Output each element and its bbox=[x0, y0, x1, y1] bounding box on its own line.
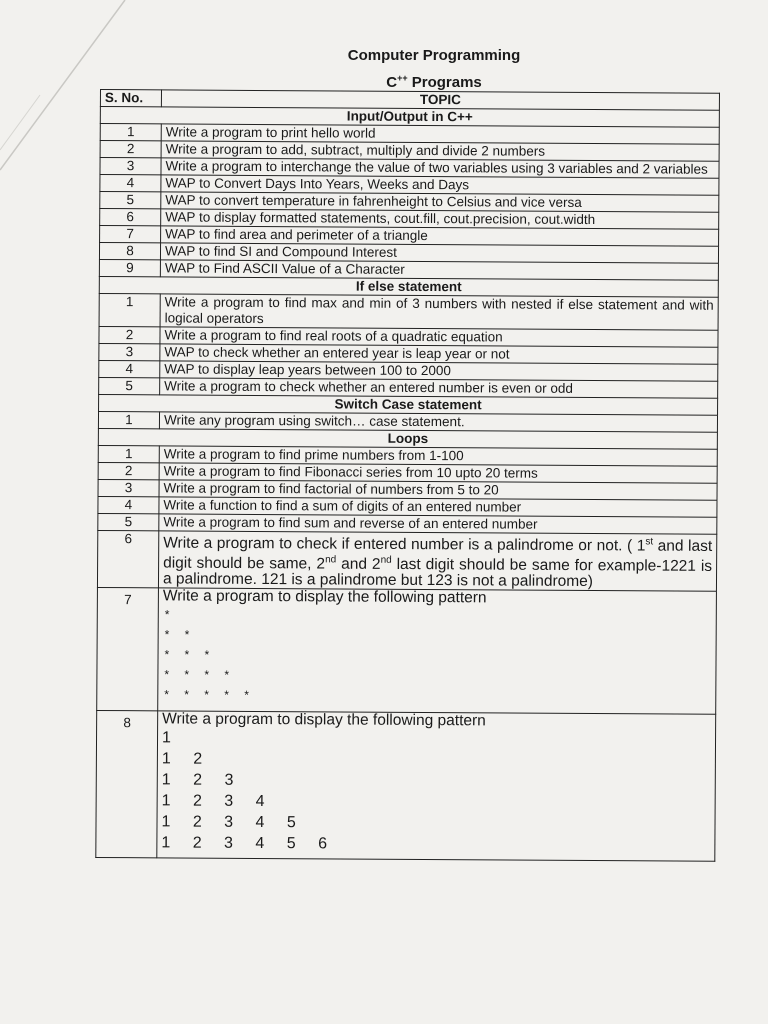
topic-text: WAP to Convert Days Into Years, Weeks and Days bbox=[165, 175, 470, 193]
row-topic bbox=[158, 588, 717, 714]
row-number: 1 bbox=[99, 293, 160, 326]
row-number: 7 bbox=[100, 226, 161, 243]
pattern-line: * * * bbox=[164, 647, 216, 663]
topic-text: Write a program to print hello world bbox=[165, 124, 376, 141]
row-number: 6 bbox=[97, 530, 158, 588]
row-number: 8 bbox=[96, 711, 158, 858]
topic-text: WAP to display formatted statements, cout.fill, cout.precision, cout.width bbox=[165, 209, 596, 228]
document-title: Computer Programming bbox=[347, 47, 521, 64]
row-number: 3 bbox=[98, 479, 159, 496]
pattern-line: 1 2 3 4 bbox=[161, 792, 271, 811]
topic-text: Write a program to add, subtract, multiply and divide 2 numbers bbox=[165, 141, 546, 159]
row-topic: Write a program to check if entered number is a palindrome or not. ( 1st and last digit should be same, 2nd and 2nd last digit should be same for example-1221 is a palindrome. 121 is a palindrome but 123 is not a palindrome) bbox=[158, 531, 716, 592]
row-topic bbox=[160, 294, 718, 330]
topic-text: WAP to convert temperature in fahrenheight to Celsius and vice versa bbox=[165, 192, 582, 210]
row-number: 1 bbox=[98, 445, 159, 462]
topic-text: WAP to find area and perimeter of a triangle bbox=[165, 226, 428, 244]
row-number: 3 bbox=[99, 343, 160, 360]
topic-text: Write a program to interchange the value of two variables using 3 variables and 2 variables bbox=[165, 158, 708, 177]
row-number: 7 bbox=[97, 588, 159, 711]
section-title: If else statement bbox=[99, 276, 718, 297]
topic-text: Write a program to check whether an entered number is even or odd bbox=[164, 378, 573, 396]
pattern-line: * bbox=[164, 607, 176, 622]
topic-text: Write a program to display the following pattern bbox=[162, 710, 486, 730]
topic-text: Write a function to find a sum of digits of an entered number bbox=[163, 497, 522, 515]
section-title: Switch Case statement bbox=[99, 394, 718, 415]
document-subtitle: C++ Programs bbox=[386, 73, 482, 91]
topic-text: Write a program to find real roots of a quadratic equation bbox=[164, 327, 503, 345]
row-number: 1 bbox=[100, 124, 161, 141]
pattern-line: 1 2 3 4 5 bbox=[161, 813, 302, 832]
pattern-line: 1 2 3 4 5 6 bbox=[161, 834, 334, 853]
number-pattern bbox=[161, 728, 711, 861]
topic-text: Write a program to find prime numbers from 1-100 bbox=[163, 446, 464, 464]
row-number: 1 bbox=[98, 411, 159, 428]
row-number: 6 bbox=[100, 209, 161, 226]
section-title: Input/Output in C++ bbox=[100, 107, 719, 128]
row-number: 3 bbox=[100, 158, 161, 175]
topic-text: WAP to Find ASCII Value of a Character bbox=[164, 260, 405, 277]
topic-text: WAP to display leap years between 100 to 2000 bbox=[164, 361, 452, 379]
row-number: 5 bbox=[98, 513, 159, 530]
row-number: 2 bbox=[99, 326, 160, 343]
topic-text: Write any program using switch… case statement. bbox=[163, 412, 465, 430]
pattern-line: * * * * bbox=[164, 667, 236, 683]
star-pattern bbox=[162, 605, 712, 714]
row-number: 4 bbox=[100, 175, 161, 192]
header-topic: TOPIC bbox=[161, 90, 719, 110]
row-number: 5 bbox=[100, 192, 161, 209]
pattern-line: * * bbox=[164, 627, 196, 642]
pattern-line: 1 bbox=[161, 729, 177, 747]
pattern-line: 1 2 3 bbox=[161, 771, 240, 790]
row-topic bbox=[157, 711, 716, 861]
row-number: 2 bbox=[98, 462, 159, 479]
topic-text: Write a program to find Fibonacci series from 10 upto 20 terms bbox=[163, 463, 538, 481]
pattern-line: 1 2 bbox=[161, 750, 209, 768]
row-number: 2 bbox=[100, 141, 161, 158]
row-number: 4 bbox=[98, 496, 159, 513]
header-sno: S. No. bbox=[100, 90, 161, 107]
section-title: Loops bbox=[98, 428, 717, 449]
topic-text: Write a program to display the following pattern bbox=[162, 587, 487, 607]
topic-text: Write a program to find sum and reverse of an entered number bbox=[163, 514, 538, 532]
row-number: 5 bbox=[99, 377, 160, 394]
programs-table bbox=[95, 89, 720, 862]
row-number: 4 bbox=[99, 360, 160, 377]
table-row bbox=[97, 530, 716, 591]
topic-text: WAP to check whether an entered year is leap year or not bbox=[164, 344, 510, 362]
row-number: 9 bbox=[99, 259, 160, 276]
row-number: 8 bbox=[99, 243, 160, 260]
pattern-line: * * * * * bbox=[164, 687, 256, 703]
table-row bbox=[96, 711, 716, 862]
topic-text: WAP to find SI and Compound Interest bbox=[164, 243, 397, 260]
table-row bbox=[97, 588, 717, 715]
table-row bbox=[99, 293, 718, 330]
topic-text: Write a program to find max and min of 3 numbers with nested if else statement and with logical operators bbox=[164, 294, 714, 327]
topic-text: Write a program to find factorial of numbers from 5 to 20 bbox=[163, 480, 499, 498]
